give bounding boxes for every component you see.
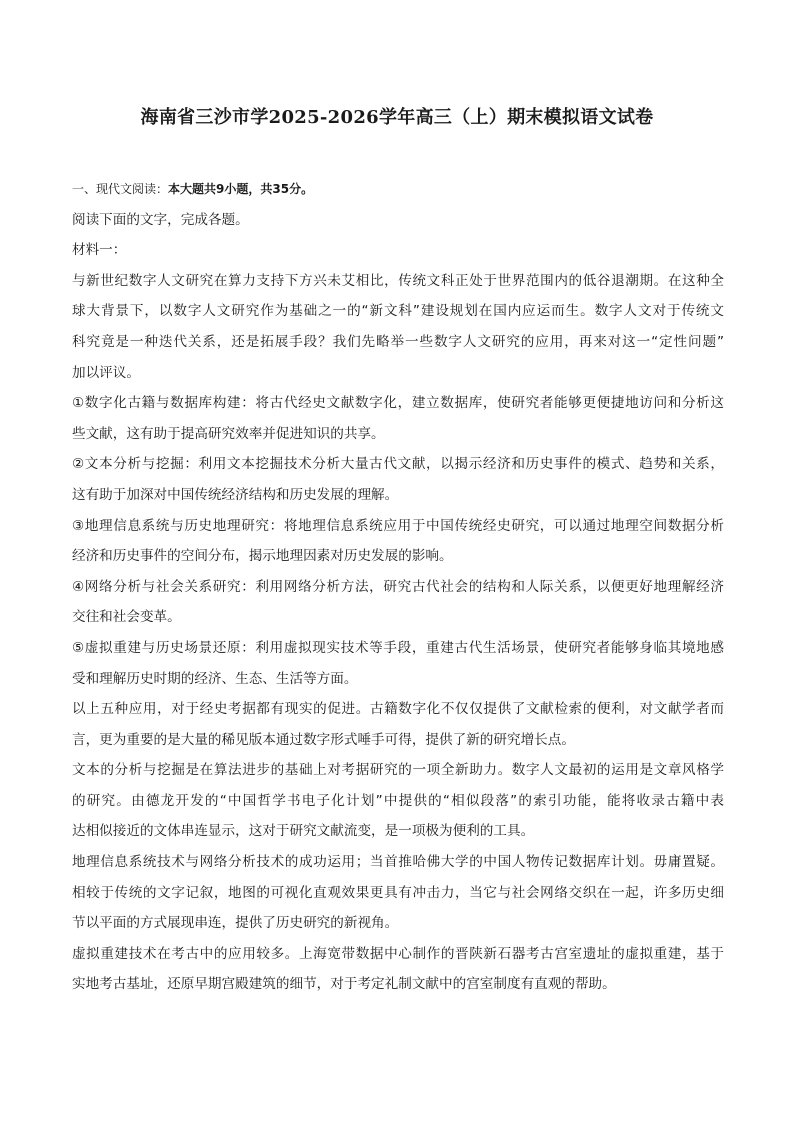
paragraph-line: 这有助于加深对中国传统经济结构和历史发展的理解。 (72, 486, 399, 503)
section-detail: 本大题共9小题，共35分。 (168, 182, 314, 196)
paragraph-line: 达相似接近的文体串连显示，这对于研究文献流变，是一项极为便利的工具。 (72, 823, 535, 840)
paragraph-line: 科究竟是一种迭代关系，还是拓展手段？我们先略举一些数字人文研究的应用，再来对这一“定性问题” (72, 333, 724, 350)
paragraph-line: 言，更为重要的是大量的稀见版本通过数字形式唾手可得，提供了新的研究增长点。 (72, 731, 575, 748)
section-heading (72, 174, 724, 205)
paragraph-line: 加以评议。 (72, 364, 140, 381)
paragraph-line: 虚拟重建技术在考古中的应用较多。上海宽带数据中心制作的晋陕新石器考古宫室遗址的虚拟重建，基于 (72, 945, 724, 962)
paragraph-line: ②文本分析与挖掘：利用文本挖掘技术分析大量古代文献，以揭示经济和历史事件的模式、趋势和关系， (72, 456, 724, 473)
paragraph-line: 文本的分析与挖掘是在算法进步的基础上对考据研究的一项全新助力。数字人文最初的运用是文章风格学 (72, 762, 724, 779)
paragraph-line: ④网络分析与社会关系研究：利用网络分析方法，研究古代社会的结构和人际关系，以便更好地理解经济 (72, 578, 724, 595)
paragraph-line: 相较于传统的文字记叙，地图的可视化直观效果更具有冲击力，当它与社会网络交织在一起，许多历史细 (72, 884, 724, 901)
section-prefix: 一、现代文阅读： (72, 182, 169, 196)
paragraph-line: ①数字化古籍与数据库构建：将古代经史文献数字化，建立数据库，使研究者能够更便捷地访问和分析这 (72, 395, 724, 412)
paragraph-line: 交往和社会变革。 (72, 609, 181, 626)
paragraph-line: 受和理解历史时期的经济、生态、生活等方面。 (72, 670, 358, 687)
paragraph-line: ③地理信息系统与历史地理研究：将地理信息系统应用于中国传统经史研究，可以通过地理空间数据分析 (72, 517, 724, 534)
paragraph-line: 以上五种应用，对于经史考据都有现实的促进。古籍数字化不仅仅提供了文献检索的便利，对文献学者而 (72, 701, 724, 718)
paragraph-line: 实地考古基址，还原早期宫殿建筑的细节，对于考定礼制文献中的宫室制度有直观的帮助。 (72, 976, 616, 993)
paragraph-line: 些文献，这有助于提高研究效率并促进知识的共享。 (72, 425, 385, 442)
instruction-line: 阅读下面的文字，完成各题。 (72, 211, 249, 228)
paragraph-line: 经济和历史事件的空间分布，揭示地理因素对历史发展的影响。 (72, 548, 453, 565)
material-label: 材料一： (72, 242, 127, 259)
paragraph-line: 与新世纪数字人文研究在算力支持下方兴未艾相比，传统文科正处于世界范围内的低谷退潮期。在这种全 (72, 272, 724, 289)
paragraph-line: 节以平面的方式展现串连，提供了历史研究的新视角。 (72, 915, 399, 932)
paragraph-line: ⑤虚拟重建与历史场景还原：利用虚拟现实技术等手段，重建古代生活场景，使研究者能够身临其境地感 (72, 639, 724, 656)
exam-content (72, 174, 724, 1000)
paragraph-line: 球大背景下，以数字人文研究作为基础之一的“新文科”建设规划在国内应运而生。数字人文对于传统文 (72, 303, 724, 320)
paragraph-line: 地理信息系统技术与网络分析技术的成功运用；当首推哈佛大学的中国人物传记数据库计划。毋庸置疑。 (72, 854, 724, 871)
paragraph-line: 的研究。由德龙开发的“中国哲学书电子化计划”中提供的“相似段落”的索引功能，能将收录古籍中表 (72, 792, 724, 809)
exam-title: 海南省三沙市学2025-2026学年高三（上）期末模拟语文试卷 (140, 107, 654, 128)
